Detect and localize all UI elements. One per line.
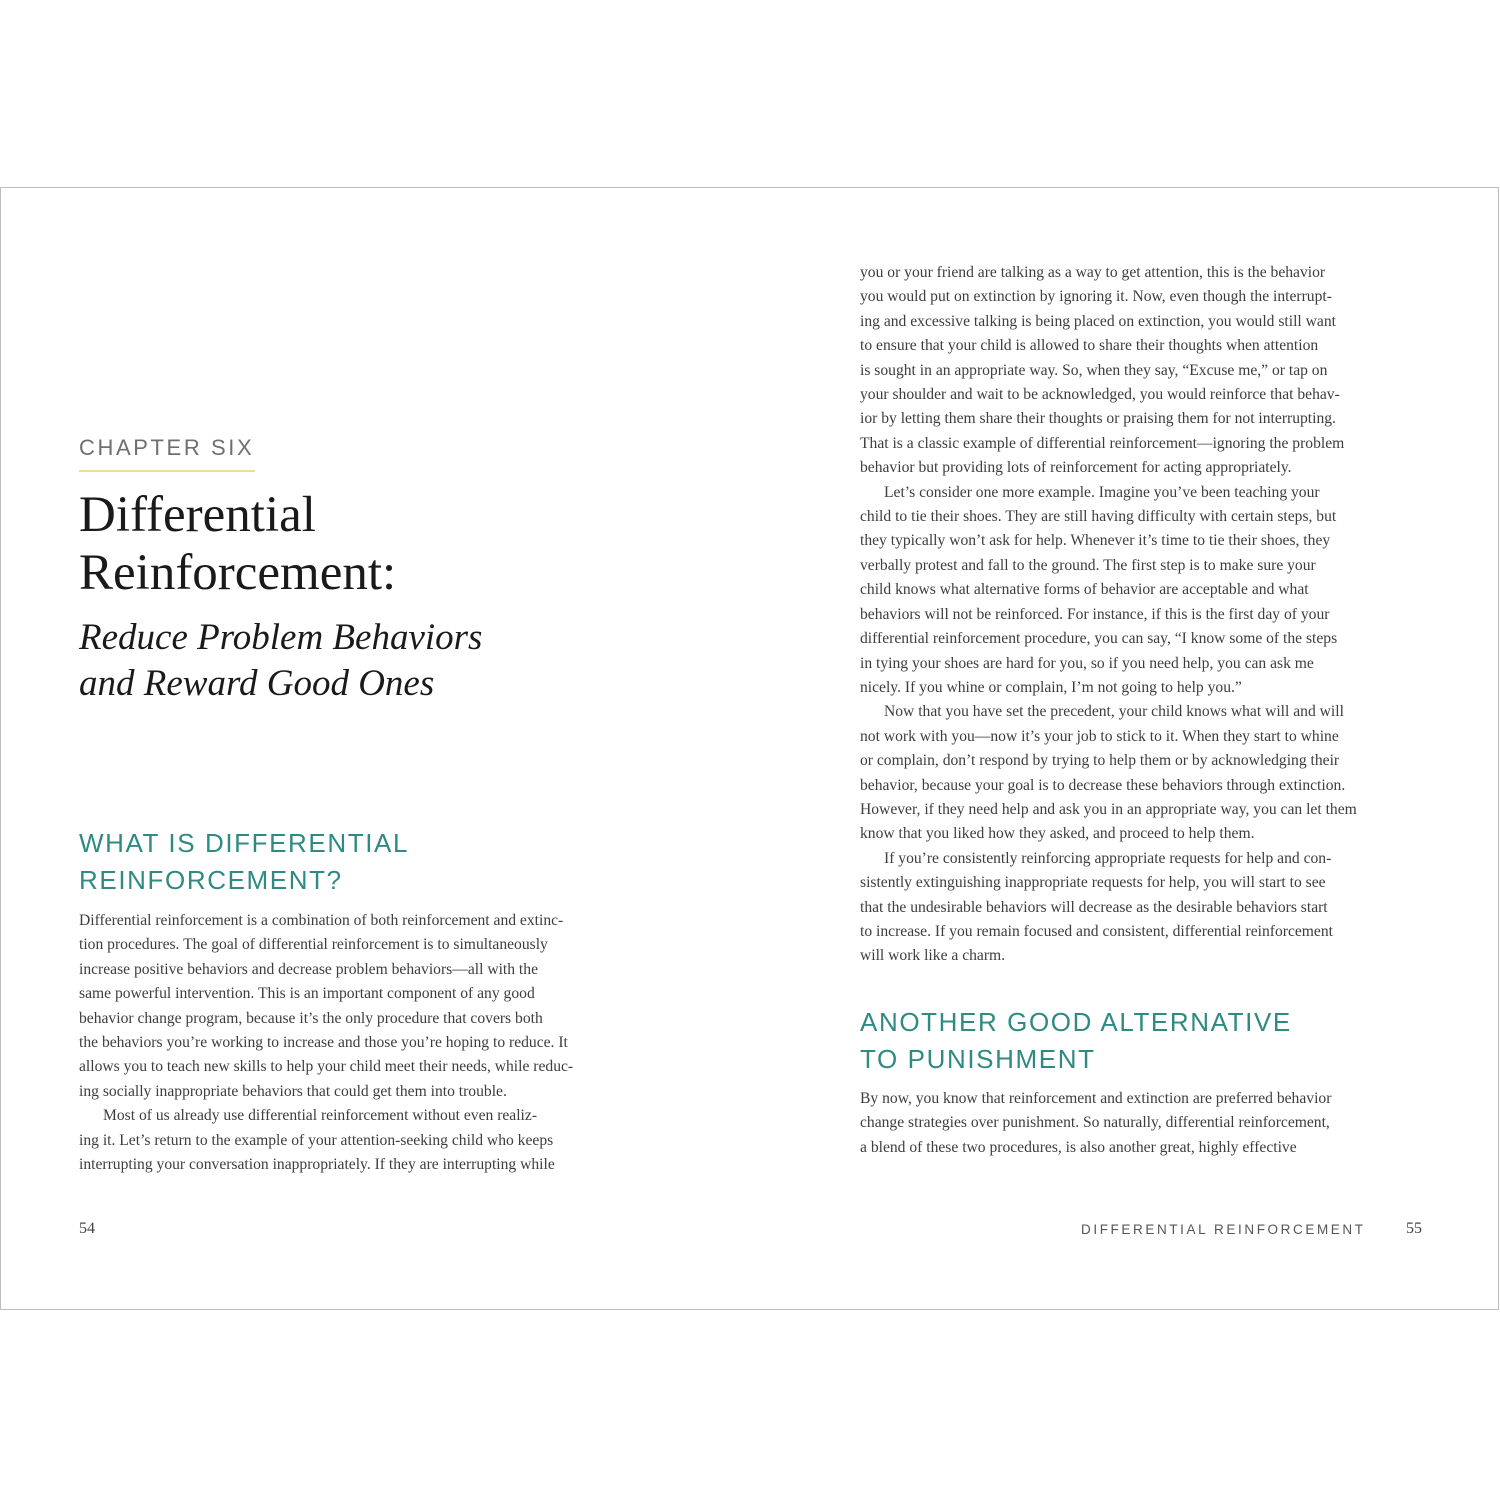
page-number-left: 54 [79, 1220, 95, 1237]
body-line: increase positive behaviors and decrease problem behaviors—all with the [79, 960, 538, 978]
body-line: the behaviors you’re working to increase and those you’re hoping to reduce. It [79, 1034, 568, 1052]
body-line: behaviors will not be reinforced. For instance, if this is the first day of your [860, 605, 1330, 623]
body-line: will work like a charm. [860, 947, 1006, 965]
body-line: to increase. If you remain focused and consistent, differential reinforcement [860, 922, 1333, 940]
chapter-subtitle-line: Reduce Problem Behaviors [79, 617, 483, 658]
right-section2-text [860, 1087, 1331, 1160]
body-line: child knows what alternative forms of behavior are acceptable and what [860, 581, 1309, 599]
left-body-text [79, 909, 573, 1177]
body-line: allows you to teach new skills to help your child meet their needs, while reduc- [79, 1058, 574, 1076]
chapter-title-line: Reinforcement: [79, 545, 397, 601]
right-body-text [860, 261, 1357, 969]
body-line: Differential reinforcement is a combination of both reinforcement and extinc- [79, 912, 564, 929]
body-line: verbally protest and fall to the ground. The first step is to make sure your [860, 556, 1316, 574]
page-number-right: 55 [1406, 1220, 1422, 1237]
chapter-rule [79, 470, 255, 472]
body-line: ing it. Let’s return to the example of your attention-seeking child who keeps [79, 1131, 554, 1149]
body-line: behavior change program, because it’s the only procedure that covers both [79, 1009, 543, 1027]
body-line: interrupting your conversation inappropriately. If they are interrupting while [79, 1156, 555, 1174]
body-line: you or your friend are talking as a way to get attention, this is the behavior [860, 264, 1326, 281]
section-heading-what-is [79, 825, 409, 899]
body-line: However, if they need help and ask you in an appropriate way, you can let them [860, 800, 1357, 818]
body-line: know that you liked how they asked, and proceed to help them. [860, 825, 1255, 843]
body-line: you would put on extinction by ignoring it. Now, even though the interrupt- [860, 288, 1332, 306]
body-line: behavior, because your goal is to decrease these behaviors through extinction. [860, 776, 1346, 794]
body-line: By now, you know that reinforcement and extinction are preferred behavior [860, 1090, 1332, 1107]
section-heading-alternative [860, 1004, 1292, 1078]
body-line: is sought in an appropriate way. So, when they say, “Excuse me,” or tap on [860, 361, 1328, 379]
body-line: or complain, don’t respond by trying to help them or by acknowledging their [860, 752, 1340, 770]
body-line: that the undesirable behaviors will decrease as the desirable behaviors start [860, 898, 1328, 916]
section-heading-line: REINFORCEMENT? [79, 865, 343, 895]
body-line: same powerful intervention. This is an important component of any good [79, 985, 535, 1003]
section-heading-line: TO PUNISHMENT [860, 1044, 1096, 1074]
body-line: If you’re consistently reinforcing appropriate requests for help and con- [884, 849, 1332, 867]
body-line: ior by letting them share their thoughts or praising them for not interrupting. [860, 410, 1336, 428]
body-line: not work with you—now it’s your job to stick to it. When they start to whine [860, 727, 1339, 745]
section-heading-line: ANOTHER GOOD ALTERNATIVE [860, 1007, 1292, 1037]
chapter-title [79, 486, 719, 602]
chapter-subtitle-line: and Reward Good Ones [79, 663, 435, 704]
body-line: nicely. If you whine or complain, I’m not going to help you.” [860, 678, 1242, 696]
running-head: DIFFERENTIAL REINFORCEMENT [1081, 1222, 1366, 1237]
body-line: in tying your shoes are hard for you, so if you need help, you can ask me [860, 654, 1314, 672]
body-line: behavior but providing lots of reinforcement for acting appropriately. [860, 459, 1292, 477]
body-line: sistently extinguishing inappropriate requests for help, you will start to see [860, 874, 1326, 892]
body-line: ing and excessive talking is being placed on extinction, you would still want [860, 312, 1336, 330]
body-line: Most of us already use differential reinforcement without even realiz- [103, 1107, 538, 1125]
body-line: your shoulder and wait to be acknowledged, you would reinforce that behav- [860, 386, 1340, 404]
chapter-subtitle [79, 615, 739, 707]
left-page [1, 188, 751, 1309]
body-line: Now that you have set the precedent, your child knows what will and will [884, 703, 1344, 721]
body-line: Let’s consider one more example. Imagine you’ve been teaching your [884, 483, 1320, 501]
right-page [751, 188, 1500, 1309]
book-spread [0, 187, 1499, 1310]
body-line: child to tie their shoes. They are still having difficulty with certain steps, but [860, 508, 1337, 526]
body-line: tion procedures. The goal of differential reinforcement is to simultaneously [79, 936, 548, 954]
body-line: a blend of these two procedures, is also another great, highly effective [860, 1138, 1297, 1156]
section-heading-line: WHAT IS DIFFERENTIAL [79, 828, 410, 858]
body-line: ing socially inappropriate behaviors that could get them into trouble. [79, 1082, 507, 1100]
body-line: That is a classic example of differential reinforcement—ignoring the problem [860, 434, 1345, 452]
chapter-title-line: Differential [79, 487, 316, 543]
body-line: change strategies over punishment. So naturally, differential reinforcement, [860, 1114, 1330, 1132]
body-line: to ensure that your child is allowed to share their thoughts when attention [860, 337, 1319, 355]
body-line: differential reinforcement procedure, you can say, “I know some of the steps [860, 630, 1338, 648]
chapter-label: CHAPTER SIX [79, 435, 255, 460]
body-line: they typically won’t ask for help. Whenever it’s time to tie their shoes, they [860, 532, 1331, 550]
